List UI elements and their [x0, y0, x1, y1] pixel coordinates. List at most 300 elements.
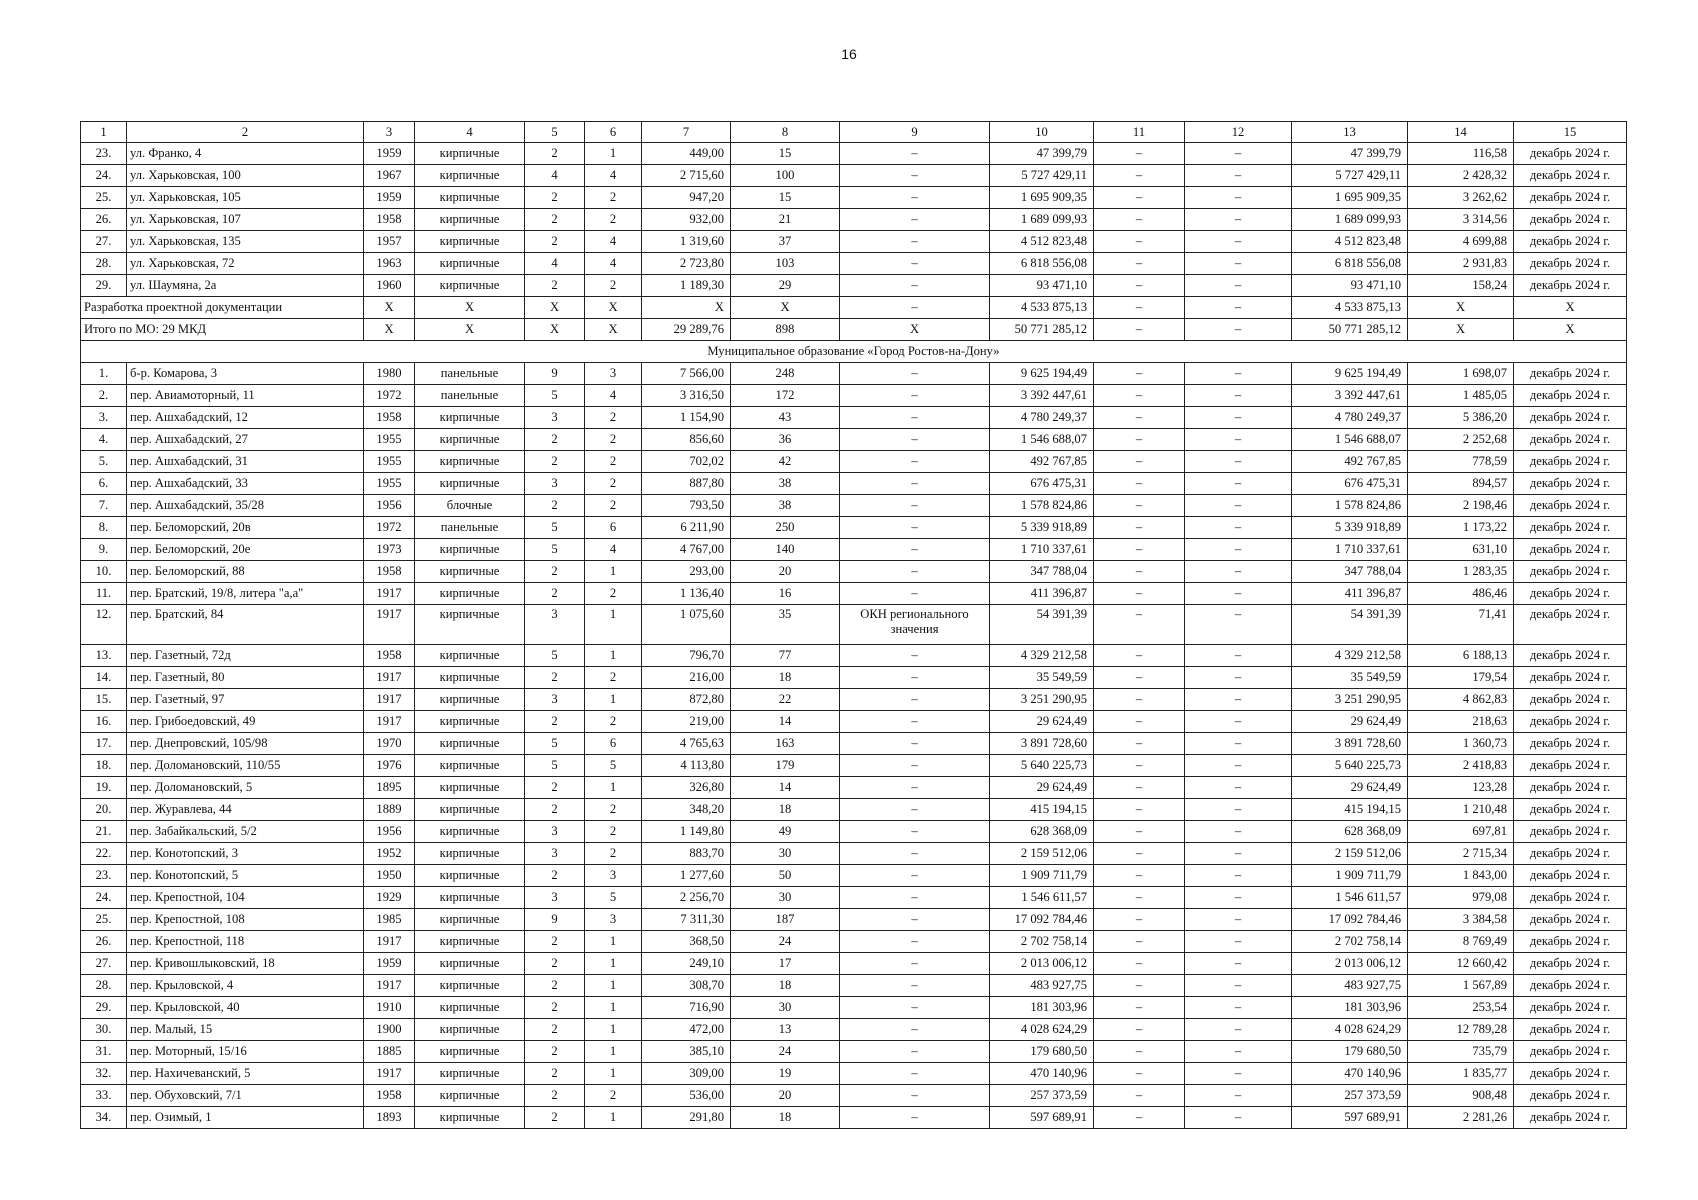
table-cell: 492 767,85: [1292, 451, 1408, 473]
table-cell: 2: [585, 843, 642, 865]
table-row: [81, 165, 1627, 187]
table-cell: 2 931,83: [1408, 253, 1514, 275]
table-cell: –: [840, 799, 990, 821]
table-cell: –: [1185, 187, 1292, 209]
table-cell: 1893: [364, 1107, 415, 1129]
table-cell: декабрь 2024 г.: [1514, 605, 1627, 645]
table-cell: 1 360,73: [1408, 733, 1514, 755]
table-cell: 631,10: [1408, 539, 1514, 561]
table-cell: ул. Харьковская, 105: [127, 187, 364, 209]
table-cell: 27.: [81, 231, 127, 253]
table-cell: X: [525, 319, 585, 341]
table-cell: –: [1185, 539, 1292, 561]
table-cell: 16.: [81, 711, 127, 733]
table-row: [81, 777, 1627, 799]
table-cell: 1: [81, 122, 127, 143]
table-cell: 77: [731, 645, 840, 667]
table-cell: декабрь 2024 г.: [1514, 711, 1627, 733]
table-cell: декабрь 2024 г.: [1514, 931, 1627, 953]
table-cell: 4: [585, 231, 642, 253]
table-cell: 1 578 824,86: [990, 495, 1094, 517]
table-cell: X: [1408, 319, 1514, 341]
table-cell: 14: [731, 777, 840, 799]
table-cell: –: [1185, 755, 1292, 777]
table-cell: 29 624,49: [990, 711, 1094, 733]
table-cell: 38: [731, 473, 840, 495]
table-cell: –: [1185, 297, 1292, 319]
table-cell: 716,90: [642, 997, 731, 1019]
table-cell: 4 028 624,29: [1292, 1019, 1408, 1041]
table-row: [81, 231, 1627, 253]
table-cell: кирпичные: [415, 909, 525, 931]
table-cell: декабрь 2024 г.: [1514, 253, 1627, 275]
table-cell: 19.: [81, 777, 127, 799]
table-cell: 123,28: [1408, 777, 1514, 799]
table-cell: декабрь 2024 г.: [1514, 275, 1627, 297]
table-cell: 3 262,62: [1408, 187, 1514, 209]
table-cell: 1 546 688,07: [1292, 429, 1408, 451]
table-cell: 1 710 337,61: [1292, 539, 1408, 561]
table-cell: 2: [525, 667, 585, 689]
table-cell: декабрь 2024 г.: [1514, 667, 1627, 689]
table-cell: 18.: [81, 755, 127, 777]
table-cell: 1: [585, 143, 642, 165]
table-cell: 5: [525, 539, 585, 561]
table-cell: 20.: [81, 799, 127, 821]
table-cell: декабрь 2024 г.: [1514, 165, 1627, 187]
table-cell: –: [840, 909, 990, 931]
table-cell: 4: [585, 539, 642, 561]
table-cell: –: [1185, 275, 1292, 297]
table-cell: пер. Крыловской, 4: [127, 975, 364, 997]
table-cell: пер. Ашхабадский, 27: [127, 429, 364, 451]
table-cell: 4: [585, 385, 642, 407]
table-cell: –: [1094, 275, 1185, 297]
table-cell: 1895: [364, 777, 415, 799]
table-cell: 10: [990, 122, 1094, 143]
table-cell: пер. Крепостной, 104: [127, 887, 364, 909]
table-cell: кирпичные: [415, 931, 525, 953]
table-cell: 5: [525, 755, 585, 777]
table-cell: 2: [525, 931, 585, 953]
table-cell: –: [1094, 799, 1185, 821]
table-cell: –: [840, 209, 990, 231]
table-cell: –: [1185, 429, 1292, 451]
table-cell: 5 640 225,73: [1292, 755, 1408, 777]
table-row: [81, 451, 1627, 473]
table-cell: кирпичные: [415, 1085, 525, 1107]
table-cell: кирпичные: [415, 975, 525, 997]
table-cell: –: [1185, 645, 1292, 667]
table-cell: 2 198,46: [1408, 495, 1514, 517]
table-cell: 778,59: [1408, 451, 1514, 473]
table-cell: кирпичные: [415, 605, 525, 645]
table-cell: 1: [585, 605, 642, 645]
table-cell: 415 194,15: [1292, 799, 1408, 821]
table-cell: 5 727 429,11: [990, 165, 1094, 187]
table-cell: –: [1094, 319, 1185, 341]
table-cell: 676 475,31: [1292, 473, 1408, 495]
table-cell: –: [1185, 843, 1292, 865]
table-cell: 9 625 194,49: [990, 363, 1094, 385]
table-row: [81, 1041, 1627, 1063]
table-cell: –: [840, 1063, 990, 1085]
table-cell: X: [364, 297, 415, 319]
table-cell: ОКН регионального значения: [840, 605, 990, 645]
table-cell: 2: [585, 711, 642, 733]
table-cell: X: [642, 297, 731, 319]
table-cell: 1: [585, 953, 642, 975]
table-cell: кирпичные: [415, 865, 525, 887]
table-cell: 47 399,79: [1292, 143, 1408, 165]
table-cell: –: [1094, 865, 1185, 887]
table-cell: 2 013 006,12: [990, 953, 1094, 975]
table-cell: 218,63: [1408, 711, 1514, 733]
table-cell: 1959: [364, 143, 415, 165]
table-cell: 29 624,49: [1292, 777, 1408, 799]
table-cell: –: [1094, 1063, 1185, 1085]
table-cell: декабрь 2024 г.: [1514, 407, 1627, 429]
table-cell: 17 092 784,46: [990, 909, 1094, 931]
table-cell: –: [1094, 407, 1185, 429]
table-cell: кирпичные: [415, 711, 525, 733]
table-cell: панельные: [415, 385, 525, 407]
table-cell: 4 767,00: [642, 539, 731, 561]
table-cell: 5 640 225,73: [990, 755, 1094, 777]
table-cell: 4 512 823,48: [990, 231, 1094, 253]
table-cell: –: [840, 165, 990, 187]
table-cell: декабрь 2024 г.: [1514, 777, 1627, 799]
table-cell: 17.: [81, 733, 127, 755]
table-cell: 13: [731, 1019, 840, 1041]
table-cell: –: [1185, 517, 1292, 539]
table-cell: 1 154,90: [642, 407, 731, 429]
table-cell: 1955: [364, 451, 415, 473]
table-cell: 2: [525, 1107, 585, 1129]
table-cell: –: [840, 231, 990, 253]
table-cell: –: [1185, 165, 1292, 187]
table-cell: 1980: [364, 363, 415, 385]
table-cell: 697,81: [1408, 821, 1514, 843]
table-cell: –: [840, 253, 990, 275]
table-cell: 3: [585, 909, 642, 931]
table-cell: 1972: [364, 517, 415, 539]
table-cell: 2: [525, 975, 585, 997]
table-cell: –: [1185, 385, 1292, 407]
table-cell: –: [1094, 733, 1185, 755]
table-cell: 2: [525, 711, 585, 733]
table-cell: пер. Моторный, 15/16: [127, 1041, 364, 1063]
table-cell: 9.: [81, 539, 127, 561]
table-cell: –: [1094, 187, 1185, 209]
table-cell: –: [1185, 975, 1292, 997]
table-cell: декабрь 2024 г.: [1514, 451, 1627, 473]
table-cell: 9: [840, 122, 990, 143]
table-cell: декабрь 2024 г.: [1514, 997, 1627, 1019]
table-cell: 23.: [81, 865, 127, 887]
table-cell: 2 715,34: [1408, 843, 1514, 865]
table-cell: –: [840, 733, 990, 755]
table-cell: кирпичные: [415, 561, 525, 583]
table-cell: 1960: [364, 275, 415, 297]
table-cell: 5 339 918,89: [990, 517, 1094, 539]
table-cell: 8 769,49: [1408, 931, 1514, 953]
table-cell: 3: [525, 821, 585, 843]
table-cell: X: [840, 319, 990, 341]
table-cell: X: [731, 297, 840, 319]
table-cell: 20: [731, 561, 840, 583]
table-cell: пер. Братский, 84: [127, 605, 364, 645]
table-cell: 50 771 285,12: [1292, 319, 1408, 341]
table-cell: –: [1185, 887, 1292, 909]
table-cell: 257 373,59: [990, 1085, 1094, 1107]
table-cell: –: [1094, 1085, 1185, 1107]
table-cell: 15: [731, 143, 840, 165]
table-cell: декабрь 2024 г.: [1514, 1063, 1627, 1085]
table-cell: 1950: [364, 865, 415, 887]
table-cell: 2: [585, 495, 642, 517]
table-cell: 2: [525, 275, 585, 297]
table-cell: –: [840, 931, 990, 953]
table-cell: –: [1094, 975, 1185, 997]
table-cell: 1 546 688,07: [990, 429, 1094, 451]
table-cell: 1967: [364, 165, 415, 187]
table-cell: –: [1094, 997, 1185, 1019]
table-row: [81, 605, 1627, 645]
table-cell: 47 399,79: [990, 143, 1094, 165]
table-cell: панельные: [415, 363, 525, 385]
table-cell: –: [1185, 1063, 1292, 1085]
table-cell: 1: [585, 1041, 642, 1063]
table-cell: –: [1094, 887, 1185, 909]
table-cell: 2: [585, 275, 642, 297]
table-cell: 894,57: [1408, 473, 1514, 495]
table-cell: 4: [525, 253, 585, 275]
table-cell: ул. Шаумяна, 2а: [127, 275, 364, 297]
table-cell: 2 159 512,06: [990, 843, 1094, 865]
design-docs-row: [81, 297, 1627, 319]
table-cell: кирпичные: [415, 1063, 525, 1085]
table-cell: 947,20: [642, 187, 731, 209]
table-cell: –: [1094, 1019, 1185, 1041]
table-cell: 10.: [81, 561, 127, 583]
table-cell: 248: [731, 363, 840, 385]
table-cell: 7 311,30: [642, 909, 731, 931]
table-cell: 1 710 337,61: [990, 539, 1094, 561]
table-row: [81, 539, 1627, 561]
table-cell: X: [415, 319, 525, 341]
table-cell: 1 578 824,86: [1292, 495, 1408, 517]
table-cell: 2: [585, 821, 642, 843]
table-cell: ул. Харьковская, 135: [127, 231, 364, 253]
table-cell: 1: [585, 689, 642, 711]
table-cell: 20: [731, 1085, 840, 1107]
table-cell: декабрь 2024 г.: [1514, 363, 1627, 385]
table-cell: б-р. Комарова, 3: [127, 363, 364, 385]
table-cell: кирпичные: [415, 539, 525, 561]
table-cell: 30: [731, 887, 840, 909]
table-cell: 158,24: [1408, 275, 1514, 297]
table-cell: ул. Харьковская, 107: [127, 209, 364, 231]
table-cell: 1917: [364, 1063, 415, 1085]
table-cell: 2: [585, 583, 642, 605]
table-cell: 2: [585, 209, 642, 231]
table-cell: 1900: [364, 1019, 415, 1041]
table-cell: 347 788,04: [1292, 561, 1408, 583]
table-cell: –: [840, 143, 990, 165]
table-cell: 2: [585, 451, 642, 473]
table-cell: 249,10: [642, 953, 731, 975]
table-cell: кирпичные: [415, 473, 525, 495]
table-cell: 6: [585, 517, 642, 539]
table-cell: 3 251 290,95: [990, 689, 1094, 711]
table-cell: 2 013 006,12: [1292, 953, 1408, 975]
table-cell: декабрь 2024 г.: [1514, 1041, 1627, 1063]
table-cell: 3 392 447,61: [1292, 385, 1408, 407]
table-cell: 1955: [364, 473, 415, 495]
table-cell: декабрь 2024 г.: [1514, 887, 1627, 909]
table-cell: 8: [731, 122, 840, 143]
table-cell: 348,20: [642, 799, 731, 821]
table-cell: 3: [525, 407, 585, 429]
table-cell: 2: [525, 865, 585, 887]
table-cell: 4 028 624,29: [990, 1019, 1094, 1041]
table-cell: кирпичные: [415, 755, 525, 777]
table-row: [81, 473, 1627, 495]
table-cell: 3: [585, 865, 642, 887]
table-cell: –: [1094, 517, 1185, 539]
table-cell: 735,79: [1408, 1041, 1514, 1063]
table-cell: 5.: [81, 451, 127, 473]
table-cell: –: [840, 429, 990, 451]
table-cell: пер. Конотопский, 5: [127, 865, 364, 887]
table-cell: 2: [585, 187, 642, 209]
table-row: [81, 887, 1627, 909]
table-cell: –: [1185, 143, 1292, 165]
table-cell: 29 624,49: [1292, 711, 1408, 733]
table-cell: кирпичные: [415, 887, 525, 909]
table-cell: 24: [731, 1041, 840, 1063]
table-cell: –: [840, 517, 990, 539]
table-cell: 1 485,05: [1408, 385, 1514, 407]
table-cell: –: [1094, 143, 1185, 165]
table-cell: –: [1094, 667, 1185, 689]
table-cell: 2 702 758,14: [990, 931, 1094, 953]
table-cell: 6 818 556,08: [1292, 253, 1408, 275]
table-cell: 2: [585, 667, 642, 689]
table-cell: 1958: [364, 209, 415, 231]
table-cell: 14: [1408, 122, 1514, 143]
table-cell: 4.: [81, 429, 127, 451]
table-cell: 25.: [81, 187, 127, 209]
table-cell: 1 173,22: [1408, 517, 1514, 539]
table-cell: 11: [1094, 122, 1185, 143]
total-row: [81, 319, 1627, 341]
table-row: [81, 667, 1627, 689]
table-cell: –: [840, 451, 990, 473]
table-cell: 179: [731, 755, 840, 777]
table-cell: 8.: [81, 517, 127, 539]
table-cell: 347 788,04: [990, 561, 1094, 583]
table-cell: 2: [525, 953, 585, 975]
table-cell: –: [840, 407, 990, 429]
table-cell: Итого по МО: 29 МКД: [81, 319, 364, 341]
table-cell: кирпичные: [415, 407, 525, 429]
table-cell: 1: [585, 645, 642, 667]
table-cell: 15: [1514, 122, 1627, 143]
table-cell: пер. Крыловской, 40: [127, 997, 364, 1019]
table-cell: пер. Журавлева, 44: [127, 799, 364, 821]
table-cell: кирпичные: [415, 253, 525, 275]
table-cell: пер. Малый, 15: [127, 1019, 364, 1041]
table-cell: –: [1094, 253, 1185, 275]
table-cell: 368,50: [642, 931, 731, 953]
table-row: [81, 1107, 1627, 1129]
table-cell: 1972: [364, 385, 415, 407]
table-cell: 13: [1292, 122, 1408, 143]
table-cell: –: [840, 385, 990, 407]
table-cell: пер. Грибоедовский, 49: [127, 711, 364, 733]
table-cell: 5 339 918,89: [1292, 517, 1408, 539]
table-cell: 1 546 611,57: [1292, 887, 1408, 909]
table-cell: пер. Беломорский, 20е: [127, 539, 364, 561]
table-row: [81, 1063, 1627, 1085]
table-cell: 628 368,09: [990, 821, 1094, 843]
table-cell: –: [840, 187, 990, 209]
table-row: [81, 363, 1627, 385]
table-cell: панельные: [415, 517, 525, 539]
table-cell: 2 418,83: [1408, 755, 1514, 777]
table-cell: X: [415, 297, 525, 319]
table-cell: пер. Нахичеванский, 5: [127, 1063, 364, 1085]
table-cell: 15: [731, 187, 840, 209]
table-cell: 30: [731, 997, 840, 1019]
table-cell: 4 699,88: [1408, 231, 1514, 253]
table-cell: –: [1185, 777, 1292, 799]
table-cell: декабрь 2024 г.: [1514, 385, 1627, 407]
table-cell: пер. Доломановский, 110/55: [127, 755, 364, 777]
table-cell: X: [525, 297, 585, 319]
table-cell: декабрь 2024 г.: [1514, 909, 1627, 931]
table-cell: кирпичные: [415, 1107, 525, 1129]
table-cell: 2: [525, 429, 585, 451]
table-cell: 18: [731, 667, 840, 689]
table-cell: 2: [525, 495, 585, 517]
table-cell: –: [1094, 165, 1185, 187]
table-cell: 253,54: [1408, 997, 1514, 1019]
table-cell: –: [1185, 561, 1292, 583]
table-cell: 17 092 784,46: [1292, 909, 1408, 931]
table-cell: 908,48: [1408, 1085, 1514, 1107]
table-row: [81, 209, 1627, 231]
table-cell: –: [1185, 821, 1292, 843]
table-cell: 4 862,83: [1408, 689, 1514, 711]
table-cell: –: [1094, 909, 1185, 931]
table-cell: 1917: [364, 689, 415, 711]
table-cell: 2: [525, 561, 585, 583]
table-cell: 1 210,48: [1408, 799, 1514, 821]
table-cell: 29: [731, 275, 840, 297]
table-cell: 9 625 194,49: [1292, 363, 1408, 385]
table-cell: –: [840, 887, 990, 909]
table-cell: декабрь 2024 г.: [1514, 733, 1627, 755]
table-cell: 140: [731, 539, 840, 561]
table-cell: 2: [585, 473, 642, 495]
table-cell: кирпичные: [415, 821, 525, 843]
table-cell: 483 927,75: [1292, 975, 1408, 997]
table-cell: 5 386,20: [1408, 407, 1514, 429]
table-cell: –: [840, 561, 990, 583]
